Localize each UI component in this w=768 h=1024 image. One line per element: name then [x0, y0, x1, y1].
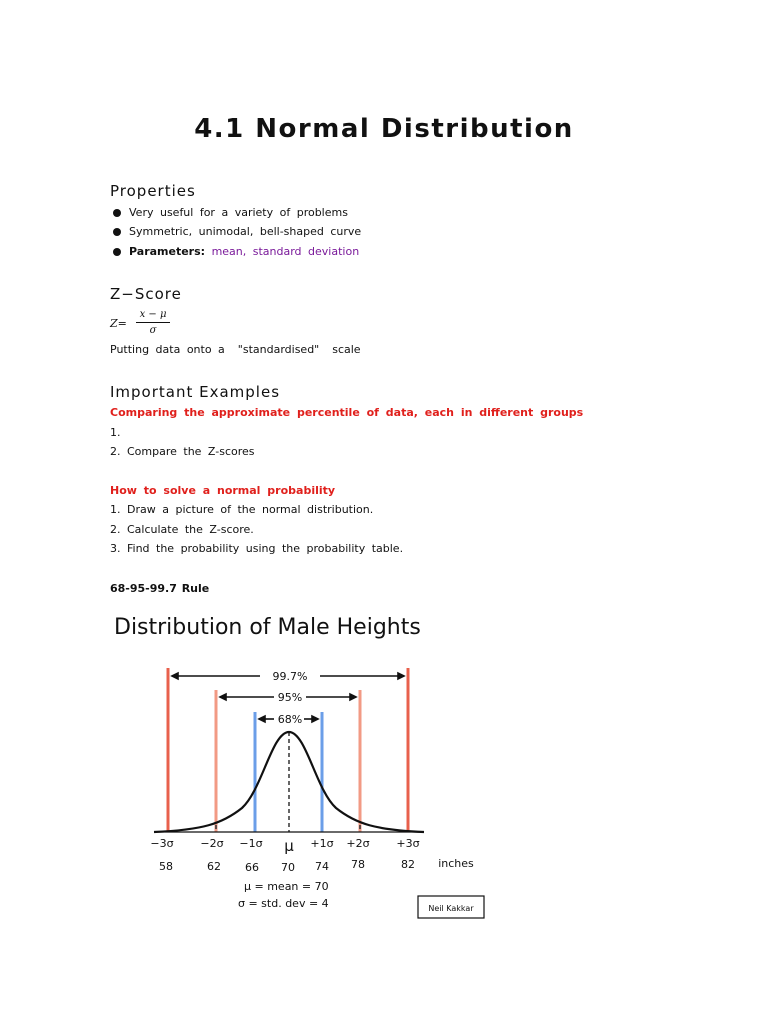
- value-label: 74: [315, 860, 329, 873]
- sigma-label: −1σ: [239, 837, 263, 850]
- bullet-icon: [113, 228, 121, 236]
- sigma-label: +1σ: [310, 837, 334, 850]
- solve-step: 1. Draw a picture of the normal distribution.: [110, 503, 374, 516]
- bullet-icon: [113, 248, 121, 256]
- properties-heading: Properties: [110, 182, 196, 200]
- property-item: Very useful for a variety of problems: [129, 206, 348, 219]
- zscore-heading: Z−Score: [110, 285, 182, 303]
- solve-step: 3. Find the probability using the probability table.: [110, 542, 404, 555]
- value-label: 78: [351, 858, 365, 871]
- legend-mu: μ = mean = 70: [244, 880, 329, 893]
- value-label: 58: [159, 860, 173, 873]
- figure-title: Distribution of Male Heights: [114, 615, 421, 640]
- property-parameters: [129, 245, 359, 258]
- parameters-value: mean, standard deviation: [211, 245, 360, 258]
- sigma-guides: [216, 732, 360, 832]
- label-68: 68%: [277, 713, 303, 726]
- sigma-label: −3σ: [150, 837, 174, 850]
- sigma-label: +3σ: [396, 837, 420, 850]
- sigma-label: +2σ: [346, 837, 370, 850]
- value-label: 82: [401, 858, 415, 871]
- solve-step: 2. Calculate the Z-score.: [110, 523, 254, 536]
- bullet-icon: [113, 209, 121, 217]
- label-99-7: 99.7%: [272, 670, 308, 683]
- unit-label: inches: [438, 857, 474, 870]
- value-label: 70: [281, 861, 295, 874]
- formula-denominator: σ: [149, 325, 157, 336]
- formula-lhs: Z=: [110, 317, 127, 330]
- formula-fraction-bar: [136, 322, 170, 323]
- zscore-description: Putting data onto a "standardised" scale: [110, 343, 361, 356]
- percentile-title: Comparing the approximate percentile of data, each in different groups: [110, 406, 584, 419]
- sigma-label: μ: [284, 837, 294, 855]
- sigma-label: −2σ: [200, 837, 224, 850]
- solve-title: How to solve a normal probability: [110, 484, 336, 497]
- parameters-label: Parameters:: [129, 245, 206, 258]
- formula-numerator: x − μ: [139, 309, 167, 320]
- value-label: 66: [245, 861, 259, 874]
- page-title: 4.1 Normal Distribution: [194, 114, 574, 144]
- author-label: Neil Kakkar: [428, 904, 474, 913]
- value-label: 62: [207, 860, 221, 873]
- percentile-step: 2. Compare the Z-scores: [110, 445, 255, 458]
- legend-sigma: σ = std. dev = 4: [238, 897, 329, 910]
- male-heights-figure: [112, 600, 492, 922]
- rule-label: 68-95-99.7 Rule: [110, 582, 210, 595]
- examples-heading: Important Examples: [110, 383, 281, 401]
- label-95: 95%: [277, 691, 303, 704]
- property-item: Symmetric, unimodal, bell-shaped curve: [129, 225, 362, 238]
- percentile-step: 1.: [110, 426, 121, 439]
